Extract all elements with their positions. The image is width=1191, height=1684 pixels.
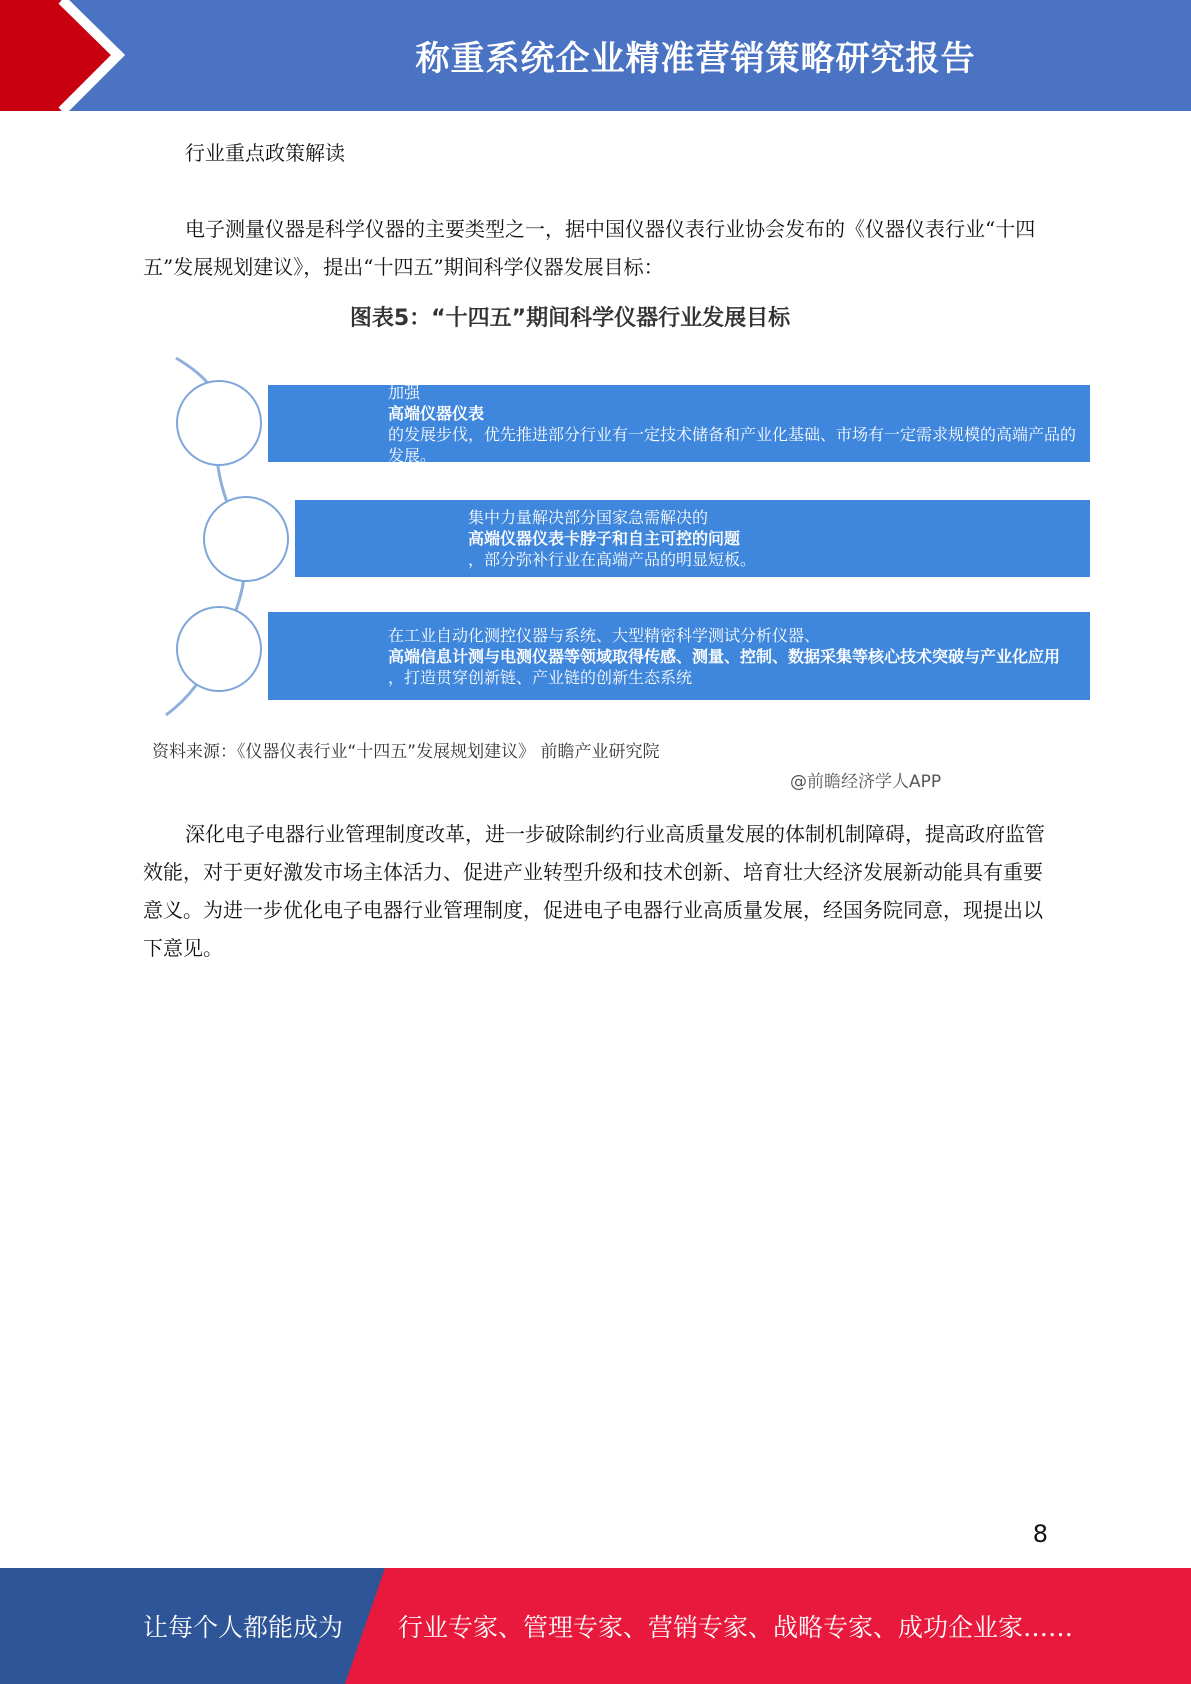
reform-paragraph: 深化电子电器行业管理制度改革，进一步破除制约行业高质量发展的体制机制障碍，提高政府监管效能，对于更好激发市场主体活力、促进产业转型升级和技术创新、培育壮大经济发展新动能具有重要意义。为进一步优化电子电器行业管理制度，促进电子电器行业高质量发展，经国务院同意，现提出以下意见。 <box>143 822 1045 960</box>
goals-figure <box>160 350 1077 722</box>
goal-band-1: 加强 高端仪器仪表 的发展步伐，优先推进部分行业有一定技术储备和产业化基础、市场有一定需求规模的高端产品的发展。 <box>268 385 1090 462</box>
goal-circle-3 <box>176 606 262 692</box>
footer-slogan-right: 行业专家、管理专家、营销专家、战略专家、成功企业家…… <box>398 1613 1074 1642</box>
page-header <box>0 0 1191 111</box>
report-title: 称重系统企业精准营销策略研究报告 <box>415 39 976 79</box>
figure-title: 图表5：“十四五”期间科学仪器行业发展目标 <box>349 306 791 331</box>
goal-band-2: 集中力量解决部分国家急需解决的 高端仪器仪表卡脖子和自主可控的问题 ，部分弥补行业在高端产品的明显短板。 <box>295 500 1090 577</box>
figure-credit: @前瞻经济学人APP <box>790 772 942 792</box>
section-heading: 行业重点政策解读 <box>185 141 345 165</box>
page-number: 8 <box>1032 1520 1048 1548</box>
page-footer <box>0 1568 1191 1684</box>
goal-circle-1 <box>176 380 262 466</box>
footer-slogan-left: 让每个人都能成为 <box>143 1613 344 1642</box>
header-arrow-decoration <box>0 0 160 111</box>
intro-paragraph: 电子测量仪器是科学仪器的主要类型之一，据中国仪器仪表行业协会发布的《仪器仪表行业“十四五”发展规划建议》，提出“十四五”期间科学仪器发展目标： <box>143 217 1036 279</box>
goal-circle-2 <box>203 496 289 582</box>
figure-source: 资料来源：《仪器仪表行业“十四五”发展规划建议》 前瞻产业研究院 <box>152 742 660 762</box>
goal-band-3: 在工业自动化测控仪器与系统、大型精密科学测试分析仪器、 高端信息计测与电测仪器等领域取得传感、测量、控制、数据采集等核心技术突破与产业化应用 ，打造贯穿创新链、产业链的创新生态系统 <box>268 612 1090 700</box>
